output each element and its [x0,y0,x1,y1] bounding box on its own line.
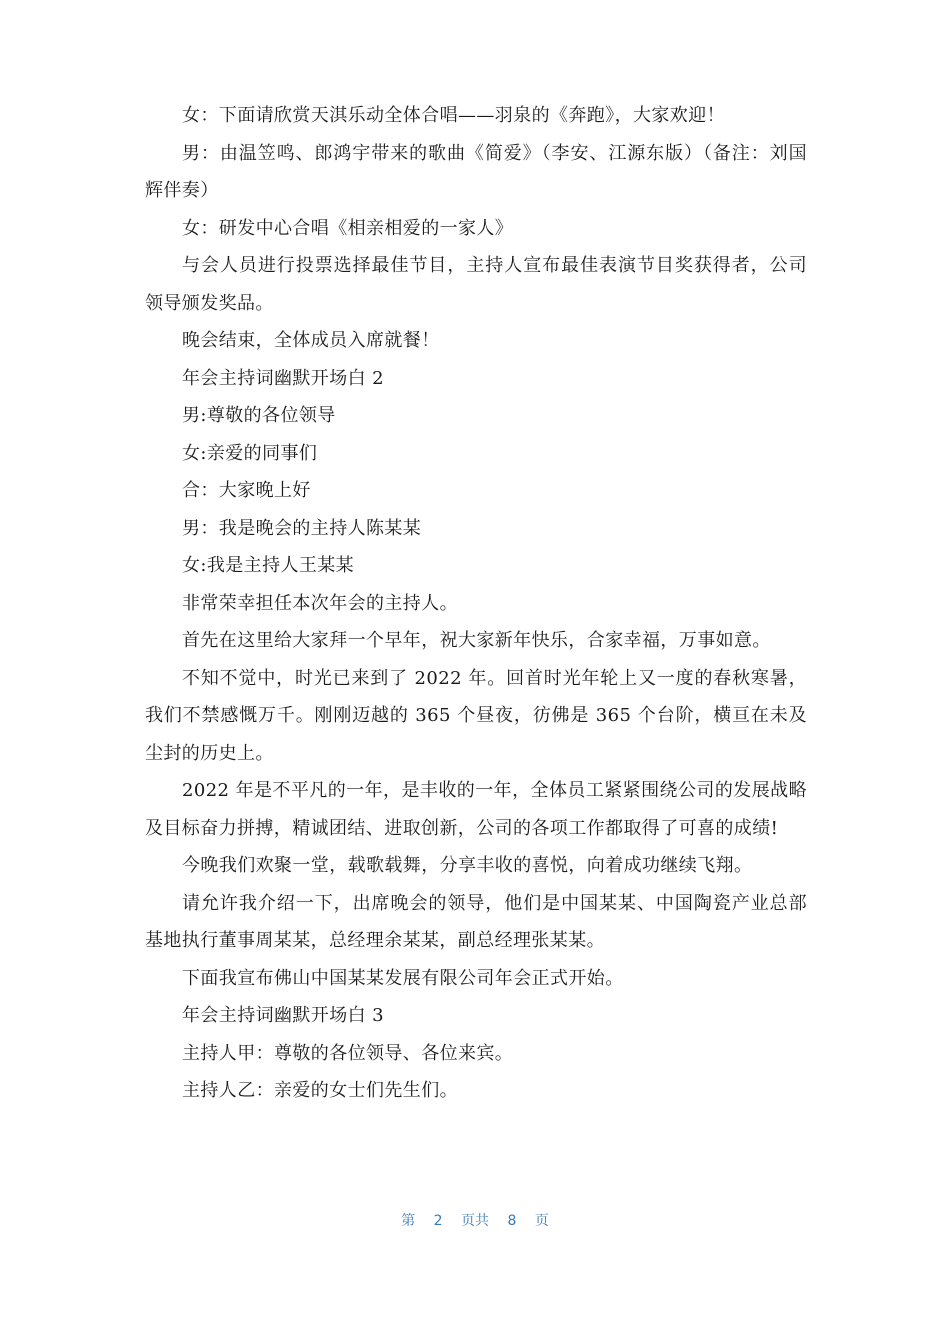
paragraph: 男：由温笠鸣、郎鸿宇带来的歌曲《简爱》（李安、江源东版）（备注：刘国辉伴奏） [145,142,807,201]
paragraph: 不知不觉中，时光已来到了 2022 年。回首时光年轮上又一度的春秋寒暑，我们不禁感慨万千。刚刚迈越的 365 个昼夜，彷佛是 365 个台阶，横亘在未及尘封的历史上。 [145,667,807,764]
page-footer [0,1210,950,1230]
paragraph: 2022 年是不平凡的一年，是丰收的一年，全体员工紧紧围绕公司的发展战略及目标奋力拼搏，精诚团结、进取创新，公司的各项工作都取得了可喜的成绩! [145,780,807,839]
paragraph: 合：大家晚上好 [182,480,311,501]
paragraph: 与会人员进行投票选择最佳节目，主持人宣布最佳表演节目奖获得者，公司领导颁发奖品。 [145,255,807,314]
paragraph: 女：研发中心合唱《相亲相爱的一家人》 [182,217,514,239]
paragraph: 非常荣幸担任本次年会的主持人。 [182,592,458,614]
paragraph: 今晚我们欢聚一堂，载歌载舞，分享丰收的喜悦，向着成功继续飞翔。 [182,855,753,876]
paragraph: 男:尊敬的各位领导 [182,405,336,426]
paragraph: 首先在这里给大家拜一个早年，祝大家新年快乐，合家幸福，万事如意。 [182,630,771,651]
section-heading: 年会主持词幽默开场白 3 [182,1005,384,1026]
page-current-number: 2 [433,1213,443,1229]
page-label: 页共 [461,1213,489,1229]
paragraph: 女:我是主持人王某某 [182,555,355,576]
page-total-number: 8 [507,1213,517,1229]
paragraph: 主持人甲：尊敬的各位领导、各位来宾。 [182,1042,514,1064]
document-body [145,97,807,1110]
paragraph: 请允许我介绍一下，出席晚会的领导，他们是中国某某、中国陶瓷产业总部基地执行董事周某某，总经理余某某，副总经理张某某。 [145,892,807,951]
paragraph: 下面我宣布佛山中国某某发展有限公司年会正式开始。 [182,967,624,989]
paragraph: 女:亲爱的同事们 [182,442,318,464]
paragraph: 主持人乙：亲爱的女士们先生们。 [182,1080,458,1101]
page-label: 页 [534,1213,549,1229]
page-label: 第 [401,1213,416,1229]
section-heading: 年会主持词幽默开场白 2 [182,367,384,389]
paragraph: 晚会结束，全体成员入席就餐！ [182,330,440,351]
paragraph: 女：下面请欣赏天淇乐动全体合唱——羽泉的《奔跑》，大家欢迎！ [182,105,725,126]
paragraph: 男：我是晚会的主持人陈某某 [182,517,422,539]
